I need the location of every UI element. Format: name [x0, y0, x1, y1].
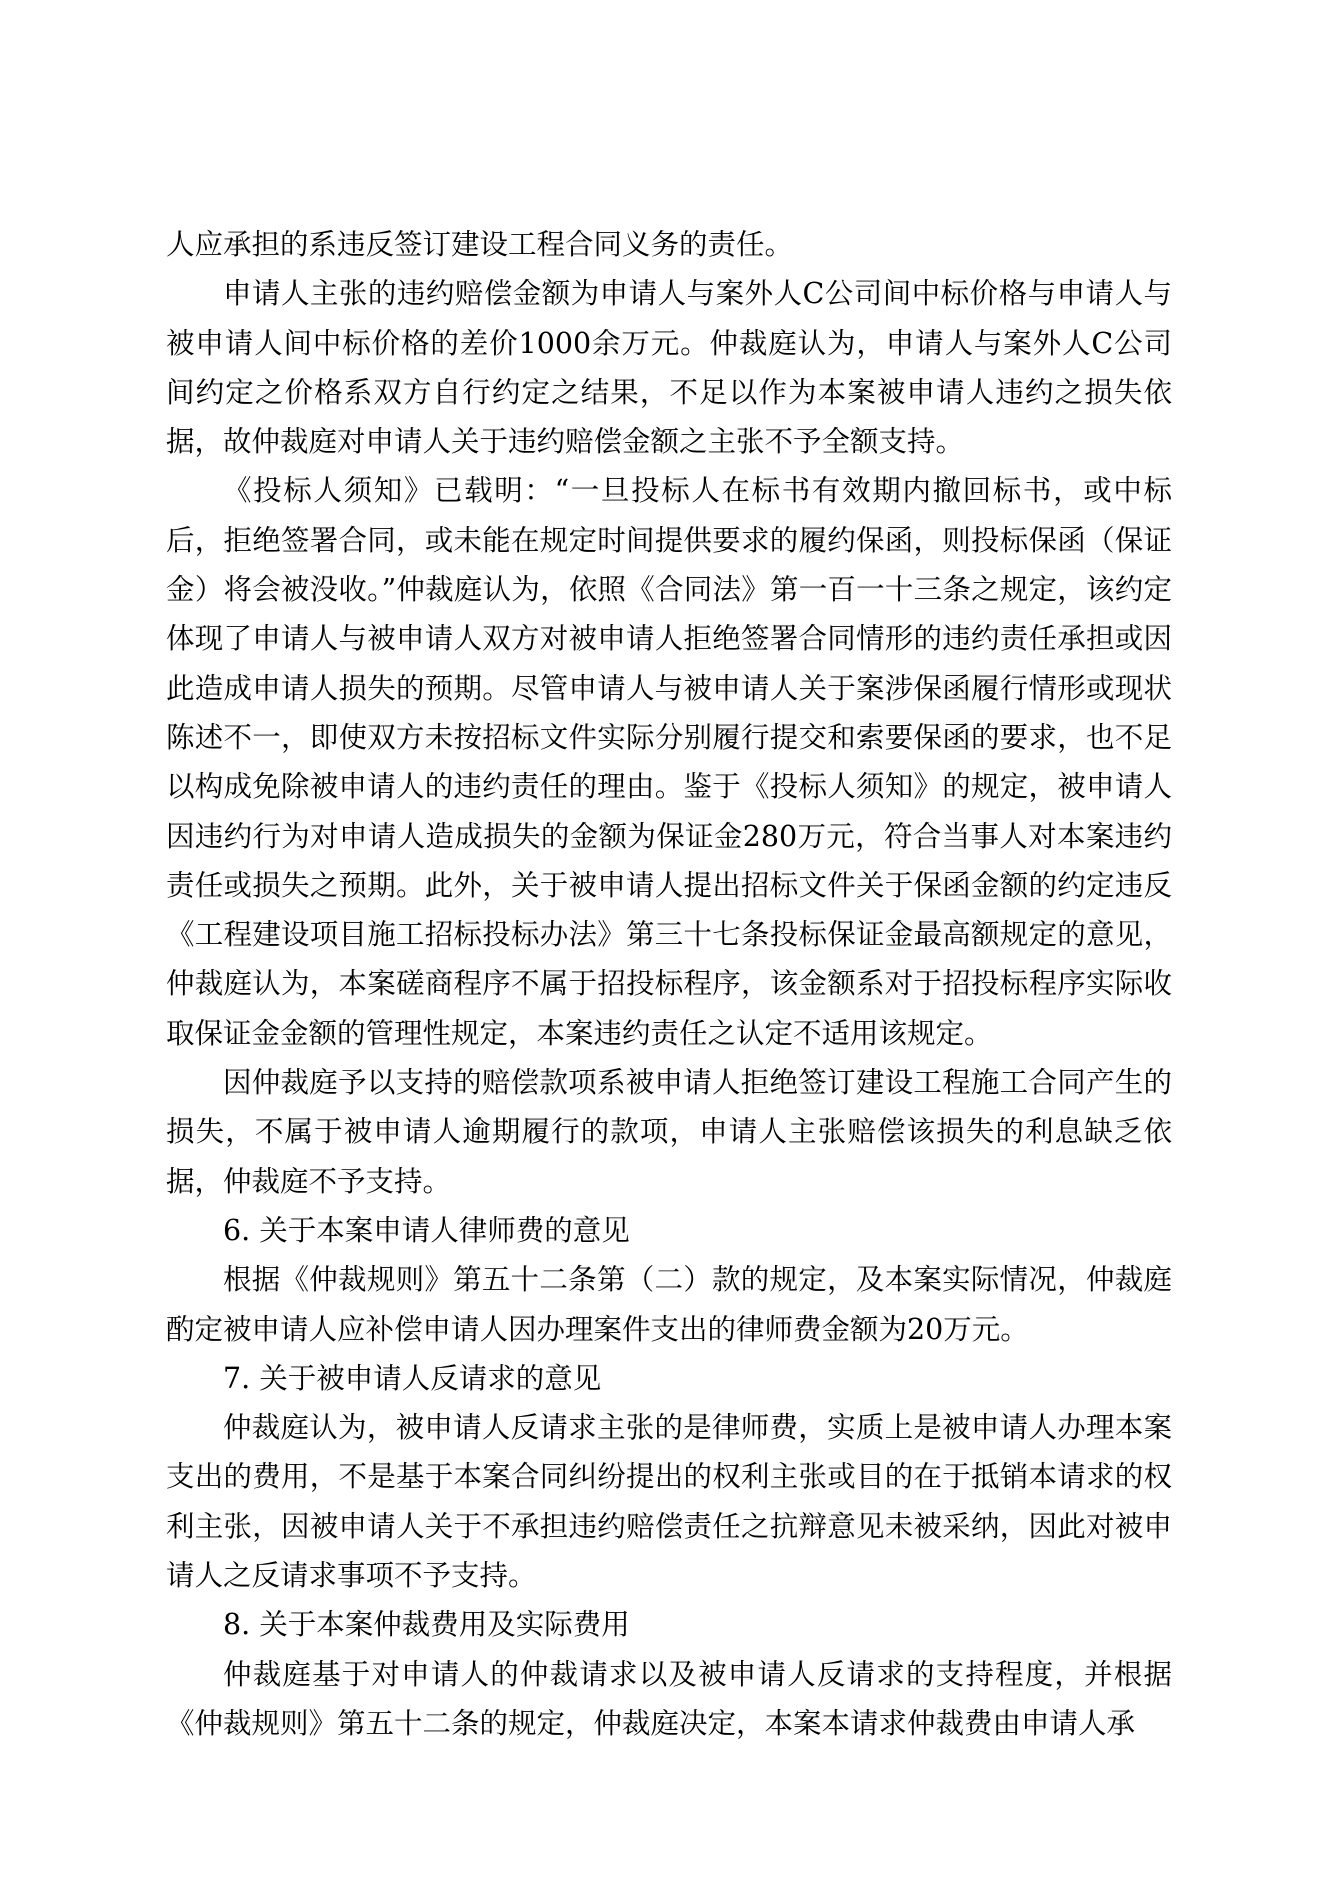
document-body: [166, 220, 1172, 1748]
section-heading-6: 6. 关于本案申请人律师费的意见: [223, 1213, 630, 1247]
paragraph-damages-amount: 申请人主张的违约赔偿金额为申请人与案外人C公司间中标价格与申请人与被申请人间中标价格的差价1000余万元。仲裁庭认为，申请人与案外人C公司间约定之价格系双方自行约定之结果，不足以作为本案被申请人违约之损失依据，故仲裁庭对申请人关于违约赔偿金额之主张不予全额支持。: [166, 277, 1172, 459]
section-heading-7: 7. 关于被申请人反请求的意见: [223, 1361, 602, 1395]
paragraph-arbitration-fees: 仲裁庭基于对申请人的仲裁请求以及被申请人反请求的支持程度，并根据《仲裁规则》第五十二条的规定，仲裁庭决定，本案本请求仲裁费由申请人承: [166, 1657, 1172, 1740]
paragraph-interest-claim: 因仲裁庭予以支持的赔偿款项系被申请人拒绝签订建设工程施工合同产生的损失，不属于被申请人逾期履行的款项，申请人主张赔偿该损失的利息缺乏依据，仲裁庭不予支持。: [166, 1066, 1172, 1198]
paragraph-lawyer-fees: 根据《仲裁规则》第五十二条第（二）款的规定，及本案实际情况，仲裁庭酌定被申请人应补偿申请人因办理案件支出的律师费金额为20万元。: [166, 1263, 1172, 1346]
paragraph-bidder-notice: 《投标人须知》已载明：“一旦投标人在标书有效期内撤回标书，或中标后，拒绝签署合同，或未能在规定时间提供要求的履约保函，则投标保函（保证金）将会被没收。”仲裁庭认为，依照《合同法》第一百一十三条之规定，该约定体现了申请人与被申请人双方对被申请人拒绝签署合同情形的违约责任承担或因此造成申请人损失的预期。尽管申请人与被申请人关于案涉保函履行情形或现状陈述不一，即使双方未按招标文件实际分别履行提交和索要保函的要求，也不足以构成免除被申请人的违约责任的理由。鉴于《投标人须知》的规定，被申请人因违约行为对申请人造成损失的金额为保证金280万元，符合当事人对本案违约责任或损失之预期。此外，关于被申请人提出招标文件关于保函金额的约定违反《工程建设项目施工招标投标办法》第三十七条投标保证金最高额规定的意见，仲裁庭认为，本案磋商程序不属于招投标程序，该金额系对于招投标程序实际收取保证金金额的管理性规定，本案违约责任之认定不适用该规定。: [166, 474, 1172, 1050]
paragraph-continued: 人应承担的系违反签订建设工程合同义务的责任。: [166, 228, 794, 261]
section-heading-8: 8. 关于本案仲裁费用及实际费用: [223, 1608, 630, 1642]
paragraph-counterclaim: 仲裁庭认为，被申请人反请求主张的是律师费，实质上是被申请人办理本案支出的费用，不是基于本案合同纠纷提出的权利主张或目的在于抵销本请求的权利主张，因被申请人关于不承担违约赔偿责任之抗辩意见未被采纳，因此对被申请人之反请求事项不予支持。: [166, 1411, 1172, 1593]
